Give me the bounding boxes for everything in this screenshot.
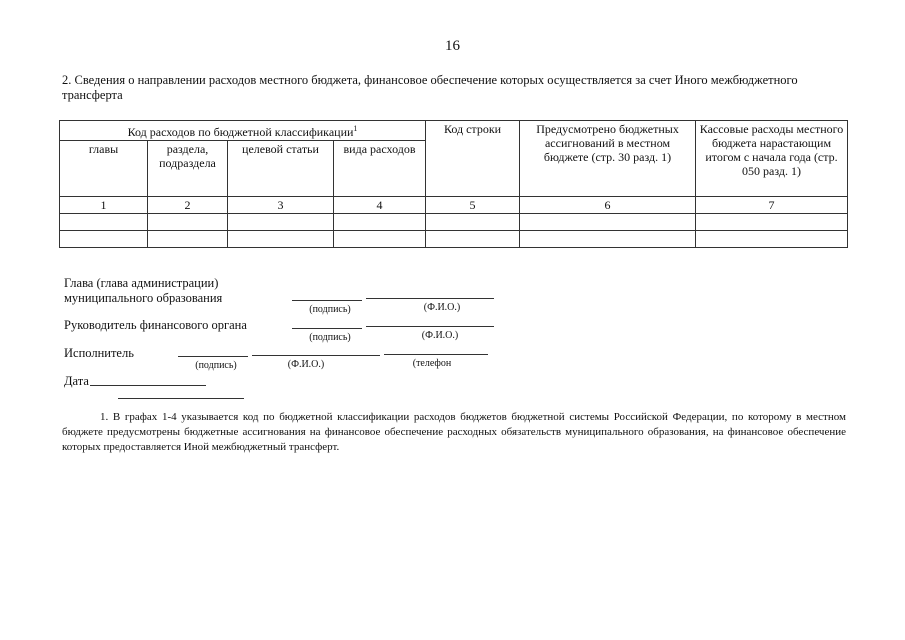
- head-signature-line: [292, 300, 362, 301]
- header-celevoi: целевой статьи: [228, 141, 334, 197]
- finance-label: Руководитель финансового органа: [64, 318, 247, 332]
- date-label: Дата: [64, 374, 89, 388]
- head-fio-line: [366, 298, 494, 299]
- col-number: 6: [520, 197, 696, 214]
- expenses-table: [59, 120, 848, 248]
- finance-signature-caption: (подпись): [309, 332, 351, 343]
- col-number: 5: [426, 197, 520, 214]
- footnote: 1. В графах 1-4 указывается код по бюджетной классификации расходов бюджетов бюджетной системы Российской Федерации, по которому в местном бюджете предусмотрены бюджетные ассигнования на финансовое обеспечение расходных обязательств муниципального образования, на финансовое обеспечение которых предоставляется Иной межбюджетный трансферт.: [62, 411, 846, 453]
- executor-fio-caption: (Ф.И.О.): [287, 359, 325, 370]
- header-vida: вида расходов: [334, 141, 426, 197]
- finance-fio-line: [366, 326, 494, 327]
- col-number: 4: [334, 197, 426, 214]
- col-number: 7: [696, 197, 848, 214]
- section-heading: 2. Сведения о направлении расходов местного бюджета, финансовое обеспечение которых осуществляется за счет Иного межбюджетного трансферта: [62, 73, 798, 102]
- table-row: [60, 214, 848, 231]
- header-budget-classification: Код расходов по бюджетной классификации$^1$: [60, 121, 426, 141]
- executor-label: Исполнитель: [64, 346, 134, 360]
- header-row-code: Код строки: [426, 121, 520, 197]
- head-signature-caption: (подпись): [309, 304, 351, 315]
- executor-signature-line: [178, 356, 248, 357]
- col-number: 3: [228, 197, 334, 214]
- header-cash-expenses: Кассовые расходы местного бюджета нарастающим итогом с начала года (стр. 050 разд. 1): [696, 121, 848, 197]
- date-line: [90, 385, 206, 386]
- page-number: 16: [445, 38, 460, 54]
- executor-phone-caption: (телефон: [412, 358, 452, 369]
- header-razdel: раздела, подраздела: [148, 141, 228, 197]
- col-number: 2: [148, 197, 228, 214]
- head-label: Глава (глава администрации) муниципального образования: [64, 276, 223, 305]
- finance-fio-caption: (Ф.И.О.): [421, 330, 459, 341]
- executor-phone-line: [384, 354, 488, 355]
- col-number: 1: [60, 197, 148, 214]
- executor-fio-line: [252, 355, 380, 356]
- head-fio-caption: (Ф.И.О.): [423, 302, 461, 313]
- header-planned: Предусмотрено бюджетных ассигнований в местном бюджете (стр. 30 разд. 1): [520, 121, 696, 197]
- finance-signature-line: [292, 328, 362, 329]
- table-row: [60, 231, 848, 248]
- header-glava: главы: [60, 141, 148, 197]
- date-line-2: [118, 398, 244, 399]
- executor-signature-caption: (подпись): [195, 360, 237, 371]
